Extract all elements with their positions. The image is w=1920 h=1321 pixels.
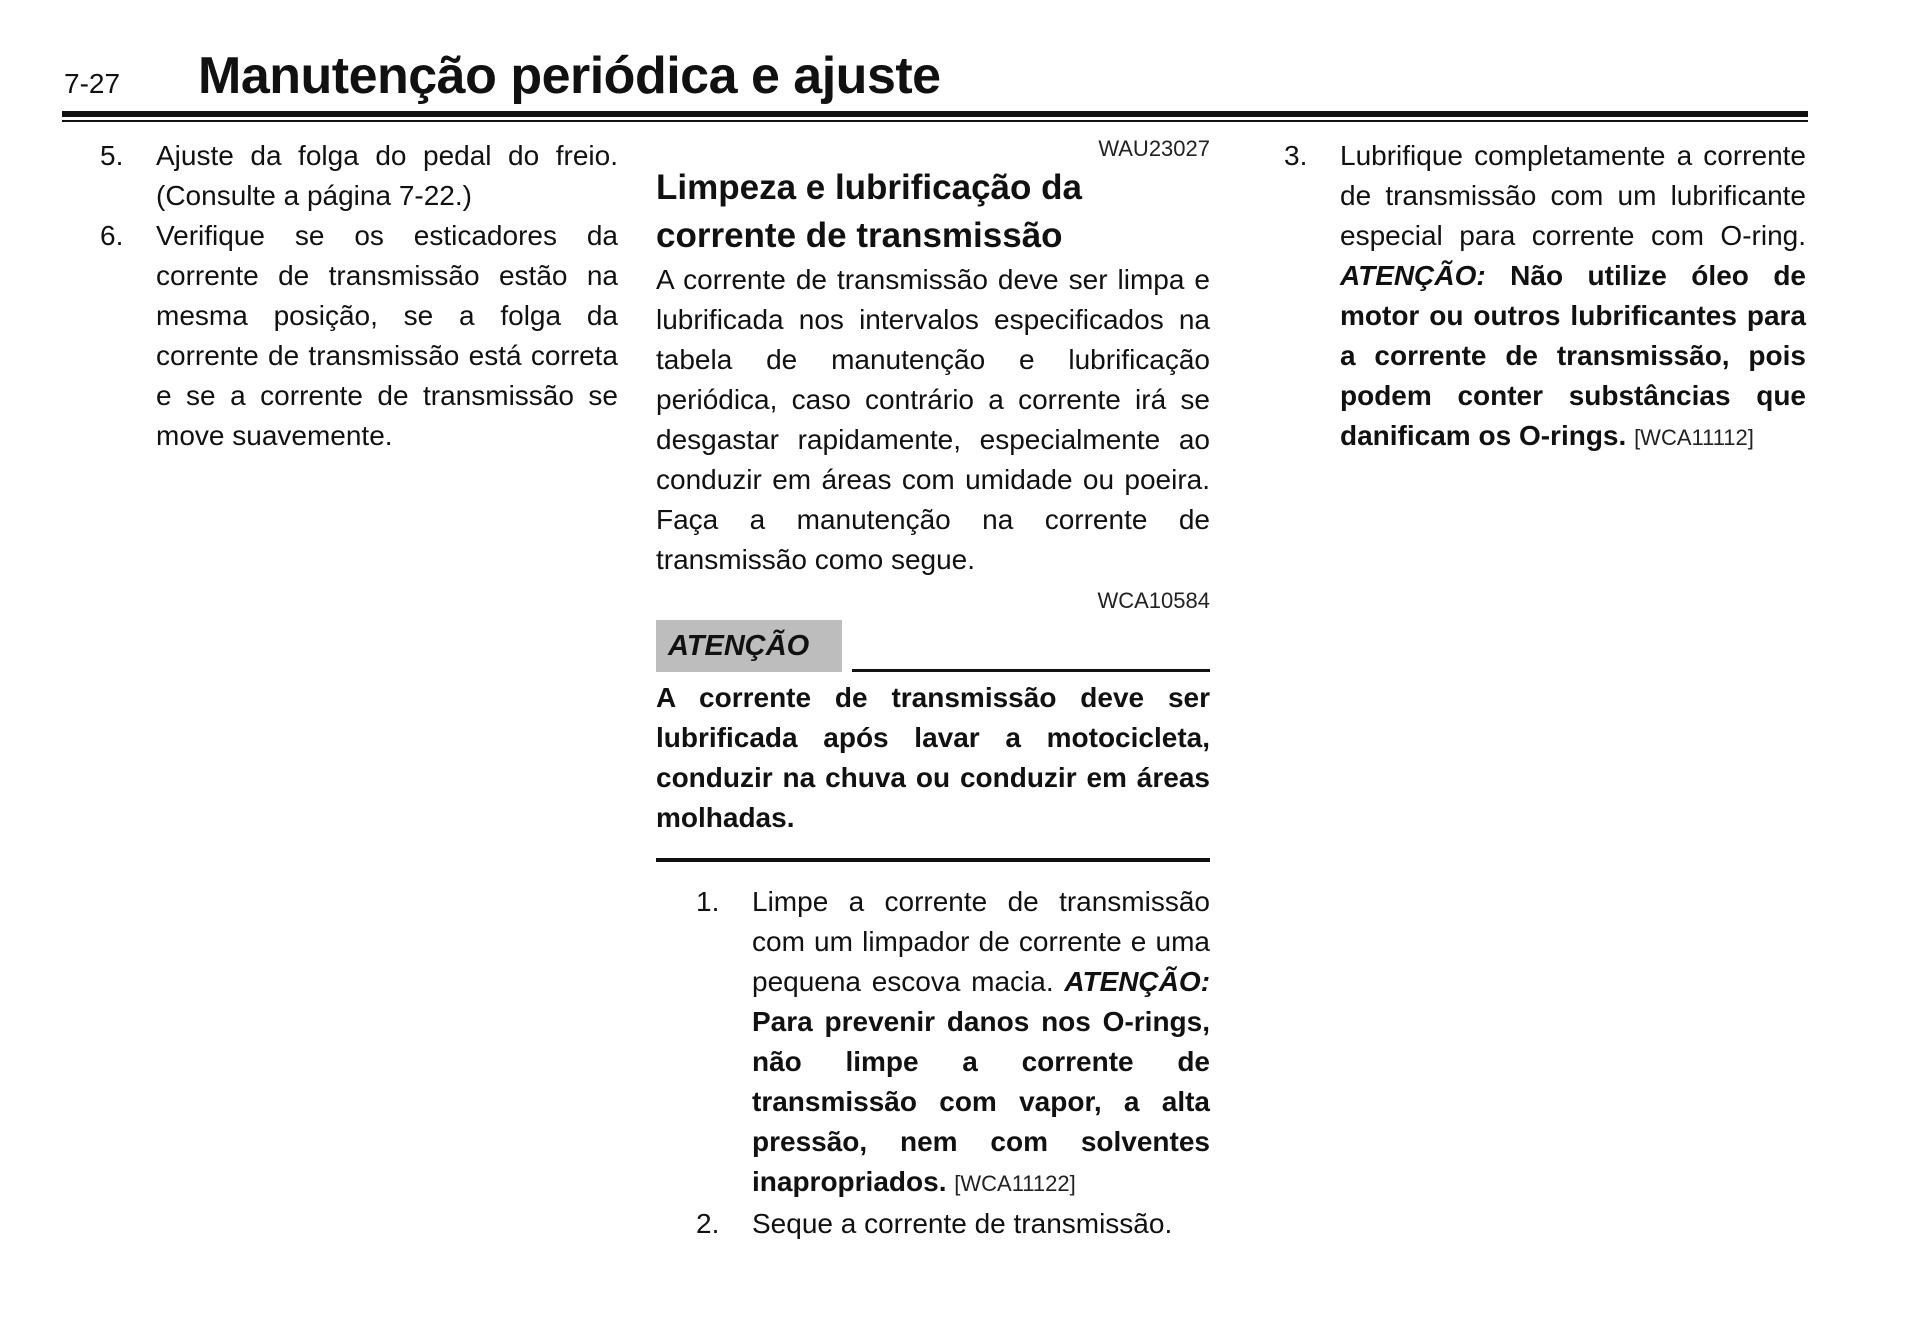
list-item: [696, 882, 1210, 1204]
warning-label: ATENÇÃO:: [1340, 260, 1486, 291]
page-number: 7-27: [64, 68, 121, 99]
step-number: 6.: [100, 220, 124, 251]
caution-header: [656, 620, 1210, 672]
warning-label: ATENÇÃO:: [1064, 966, 1211, 997]
caution-rule: [852, 669, 1210, 672]
section-title: Limpeza e lubrificação da corrente de transmissão: [656, 168, 1082, 255]
step-body: [1340, 136, 1806, 458]
section-code: WAU23027: [1098, 136, 1210, 161]
step-text: Lubrifique completamente a corrente de transmissão com um lubrificante especial para corrente com O-ring.: [1340, 140, 1806, 251]
step-body: [752, 882, 1210, 1204]
caution-text: A corrente de transmissão deve ser lubrificada após lavar a motocicleta, conduzir na chuva ou conduzir em áreas molhadas.: [656, 682, 1210, 833]
middle-steps-list: [656, 882, 1210, 1244]
warning-text: Não utilize óleo de motor ou outros lubrificantes para a corrente de transmissão, pois podem conter substâncias que danificam os O-rings.: [1340, 260, 1807, 451]
section-intro: A corrente de transmissão deve ser limpa e lubrificada nos intervalos especificados na tabela de manutenção e lubrificação periódica, caso contrário a corrente irá se desgastar rapidamente, especialmente ao conduzir em áreas com umidade ou poeira. Faça a manutenção na corrente de transmissão como segue.: [656, 264, 1210, 575]
middle-column: [656, 136, 1210, 1244]
warning-code: [WCA11122]: [954, 1171, 1076, 1196]
caution-bottom-rule: [656, 858, 1210, 862]
list-item: [100, 216, 618, 456]
list-item: [1284, 136, 1806, 458]
right-steps-list: [1284, 136, 1806, 458]
step-text: Seque a corrente de transmissão.: [752, 1208, 1173, 1239]
step-text: Ajuste da folga do pedal do freio. (Consulte a página 7-22.): [156, 140, 618, 211]
step-number: 5.: [100, 140, 124, 171]
list-item: [100, 136, 618, 216]
right-column: [1284, 136, 1806, 458]
caution-label: ATENÇÃO: [656, 620, 842, 672]
list-item: [696, 1204, 1210, 1244]
header-rule-thin: [62, 120, 1808, 122]
step-number: 3.: [1284, 140, 1308, 171]
step-text: Limpe a corrente de transmissão com um limpador de corrente e uma pequena escova macia.: [752, 886, 1210, 997]
left-column: [100, 136, 618, 456]
left-steps-list: [100, 136, 618, 456]
header-rule-thick: [62, 111, 1808, 117]
warning-code: [WCA11112]: [1634, 425, 1754, 450]
step-warning: [752, 966, 1210, 1197]
page-title: Manutenção periódica e ajuste: [198, 47, 941, 105]
caution-code: WCA10584: [1097, 588, 1210, 613]
warning-text: Para prevenir danos nos O-rings, não limpe a corrente de transmissão com vapor, a alta pressão, nem com solventes inapropriados.: [752, 1006, 1210, 1197]
step-number: 2.: [696, 1208, 720, 1239]
step-warning: [1340, 260, 1806, 451]
step-number: 1.: [696, 886, 720, 917]
step-text: Verifique se os esticadores da corrente de transmissão estão na mesma posição, se a folga da corrente de transmissão está correta e se a corrente de transmissão se move suavemente.: [156, 220, 618, 451]
